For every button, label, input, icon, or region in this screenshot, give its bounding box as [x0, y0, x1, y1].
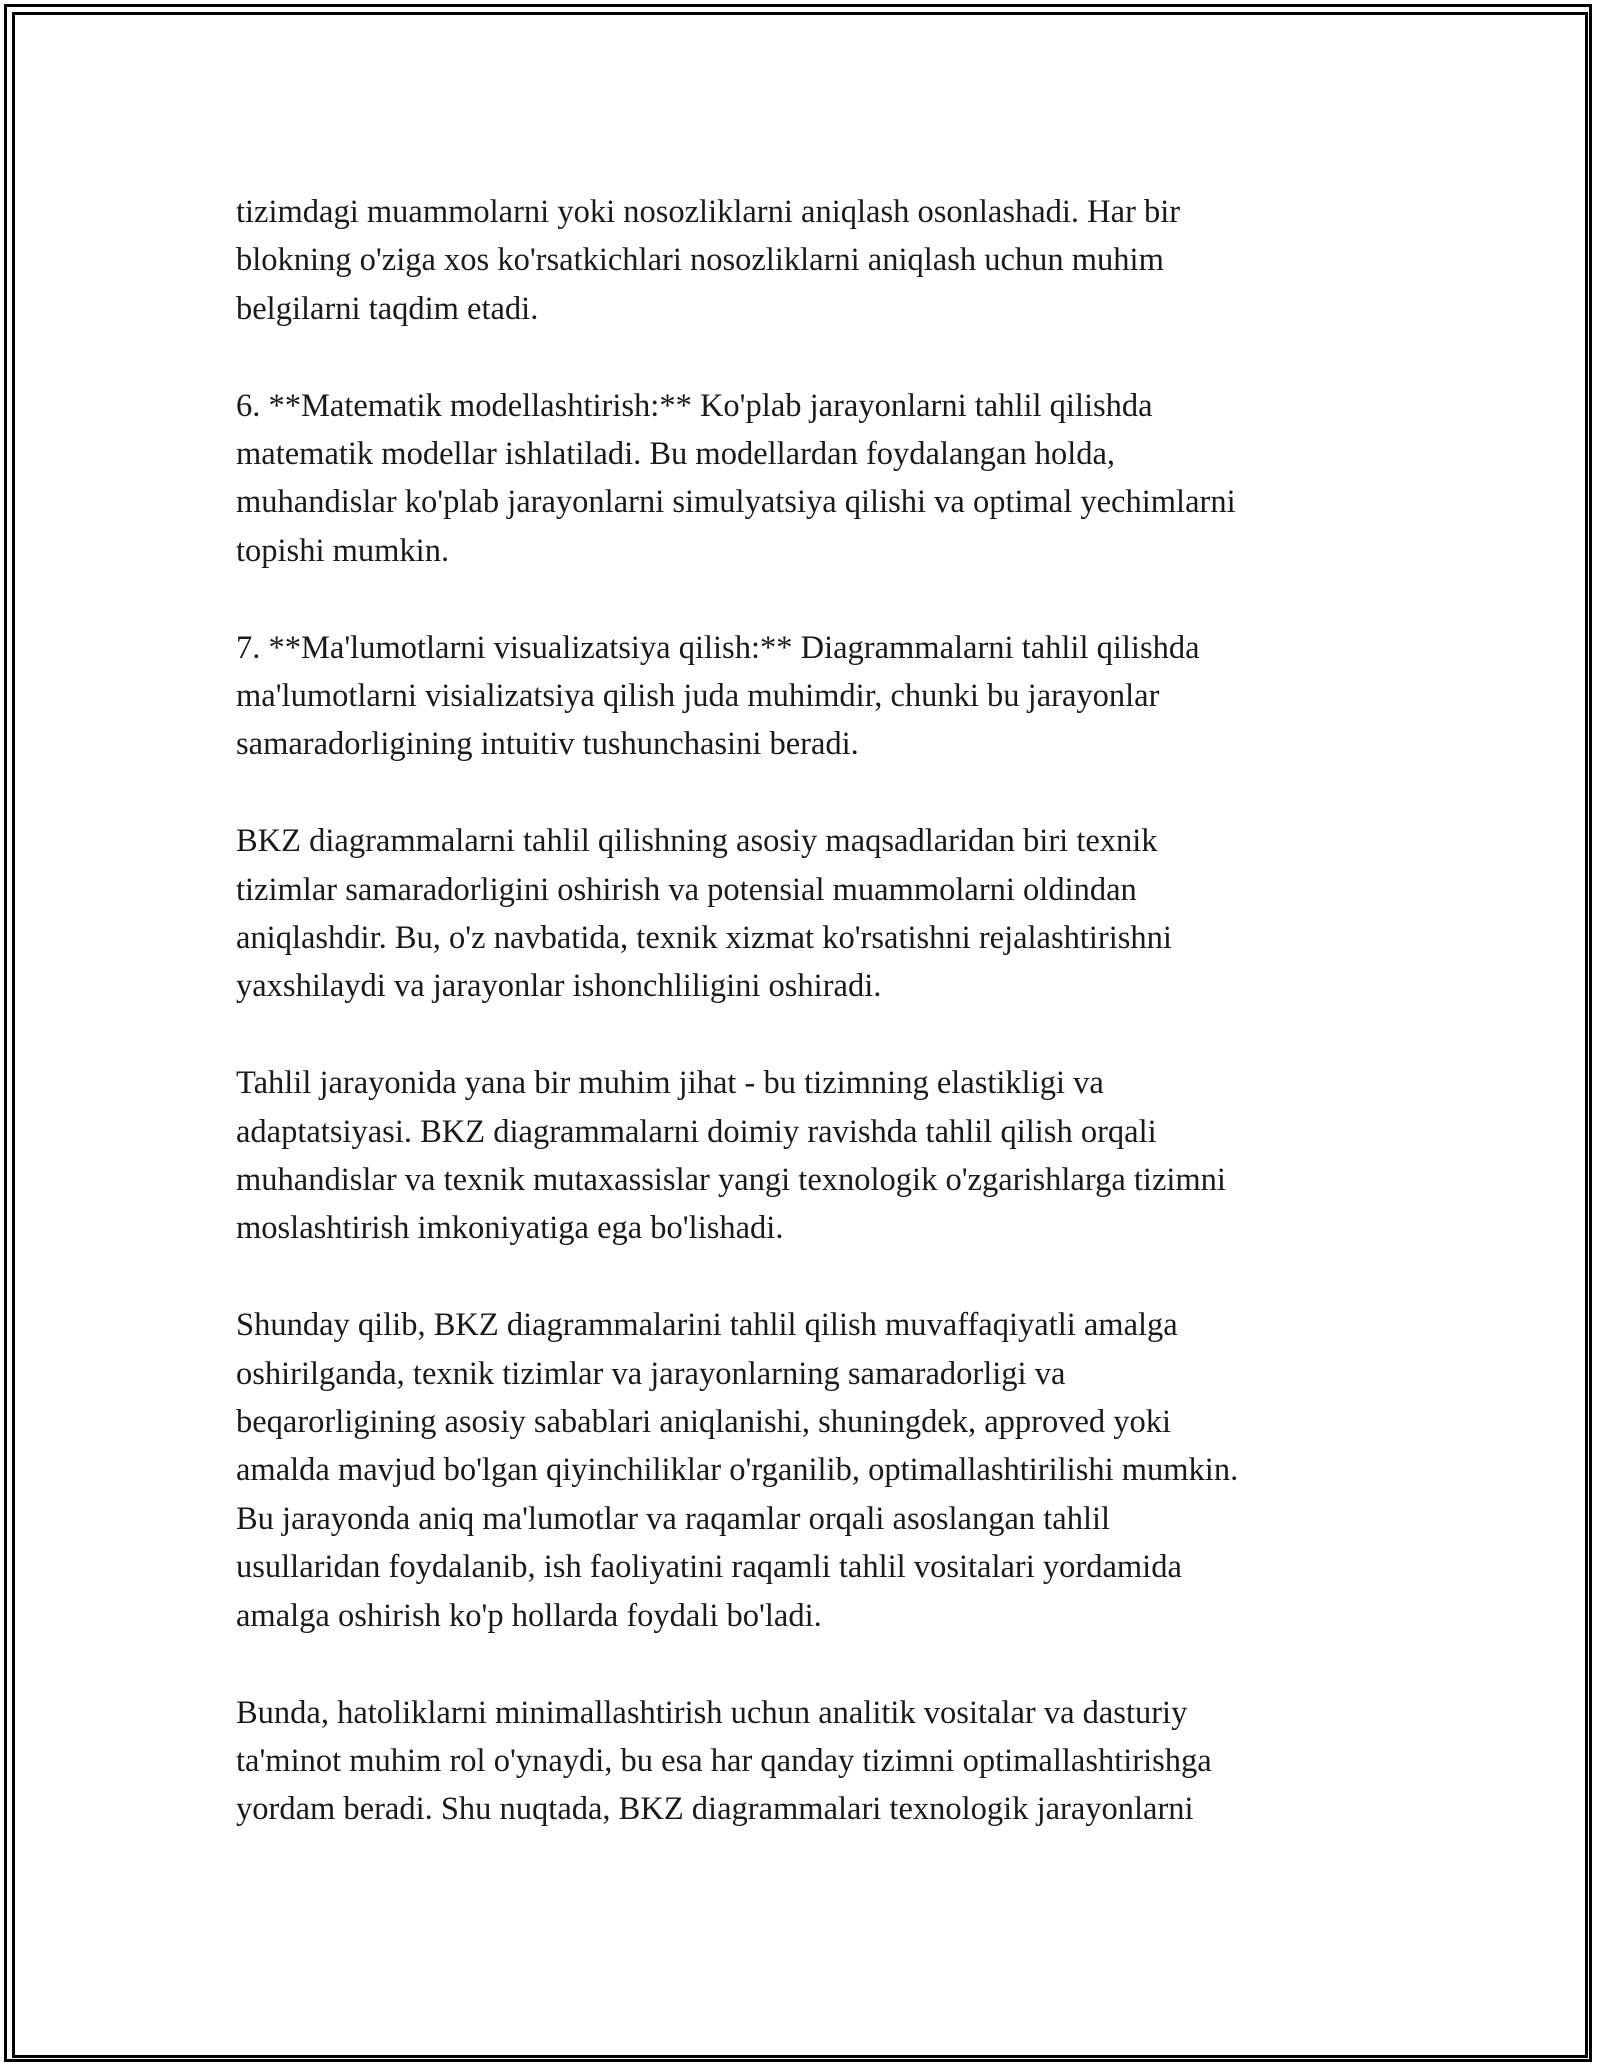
- paragraph: [236, 188, 1396, 333]
- text-line: tizimdagi muammolarni yoki nosozliklarni aniqlash osonlashadi. Har bir: [236, 194, 1181, 230]
- text-line: muhandislar ko'plab jarayonlarni simulyatsiya qilishi va optimal yechimlarni: [236, 484, 1236, 521]
- text-line: Bu jarayonda aniq ma'lumotlar va raqamlar orqali asoslangan tahlil: [236, 1500, 1111, 1537]
- text-line: tizimlar samaradorligini oshirish va potensial muammolarni oldindan: [236, 871, 1137, 908]
- text-line: beqarorligining asosiy sabablari aniqlanishi, shuningdek, approved yoki: [236, 1404, 1172, 1441]
- text-line: yaxshilaydi va jarayonlar ishonchliligini oshiradi.: [236, 968, 882, 1005]
- text-line: BKZ diagrammalarni tahlil qilishning asosiy maqsadlaridan biri texnik: [236, 823, 1158, 860]
- paragraph: [236, 1301, 1396, 1640]
- paragraph: [236, 1689, 1396, 1834]
- text-line: Bunda, hatoliklarni minimallashtirish uchun analitik vositalar va dasturiy: [236, 1694, 1188, 1731]
- text-line: aniqlashdir. Bu, o'z navbatida, texnik xizmat ko'rsatishni rejalashtirishni: [236, 920, 1172, 957]
- text-line: amalda mavjud bo'lgan qiyinchiliklar o'rganilib, optimallashtirilishi mumkin.: [236, 1452, 1239, 1489]
- text-line: Tahlil jarayonida yana bir muhim jihat - bu tizimning elastikligi va: [236, 1065, 1104, 1102]
- paragraph: [236, 624, 1396, 769]
- text-line: ma'lumotlarni visializatsiya qilish juda muhimdir, chunki bu jarayonlar: [236, 678, 1160, 715]
- text-line: 6. **Matematik modellashtirish:** Ko'plab jarayonlarni tahlil qilishda: [236, 387, 1153, 424]
- text-line: matematik modellar ishlatiladi. Bu modellardan foydalangan holda,: [236, 436, 1116, 473]
- text-line: topishi mumkin.: [236, 532, 450, 569]
- text-line: amalga oshirish ko'p hollarda foydali bo'ladi.: [236, 1597, 822, 1634]
- text-line: ta'minot muhim rol o'ynaydi, bu esa har qanday tizimni optimallashtirishga: [236, 1742, 1212, 1779]
- text-line: belgilarni taqdim etadi.: [236, 290, 539, 327]
- paragraph: [236, 382, 1396, 576]
- text-line: oshirilganda, texnik tizimlar va jarayonlarning samaradorligi va: [236, 1355, 1066, 1392]
- text-line: blokning o'ziga xos ko'rsatkichlari nosozliklarni aniqlash uchun muhim: [236, 242, 1164, 279]
- text-line: adaptatsiyasi. BKZ diagrammalarni doimiy ravishda tahlil qilish orqali: [236, 1113, 1157, 1150]
- paragraph: [236, 817, 1396, 1011]
- text-line: 7. **Ma'lumotlarni visualizatsiya qilish:** Diagrammalarni tahlil qilishda: [236, 629, 1200, 666]
- text-line: usullaridan foydalanib, ish faoliyatini raqamli tahlil vositalari yordamida: [236, 1549, 1182, 1586]
- document-body: [236, 188, 1396, 1834]
- text-line: moslashtirish imkoniyatiga ega bo'lishadi.: [236, 1210, 784, 1247]
- text-line: yordam beradi. Shu nuqtada, BKZ diagrammalari texnologik jarayonlarni: [236, 1791, 1194, 1828]
- text-line: Shunday qilib, BKZ diagrammalarini tahlil qilish muvaffaqiyatli amalga: [236, 1307, 1178, 1344]
- text-line: muhandislar va texnik mutaxassislar yangi texnologik o'zgarishlarga tizimni: [236, 1162, 1226, 1199]
- text-line: samaradorligining intuitiv tushunchasini beradi.: [236, 726, 859, 763]
- paragraph: [236, 1059, 1396, 1253]
